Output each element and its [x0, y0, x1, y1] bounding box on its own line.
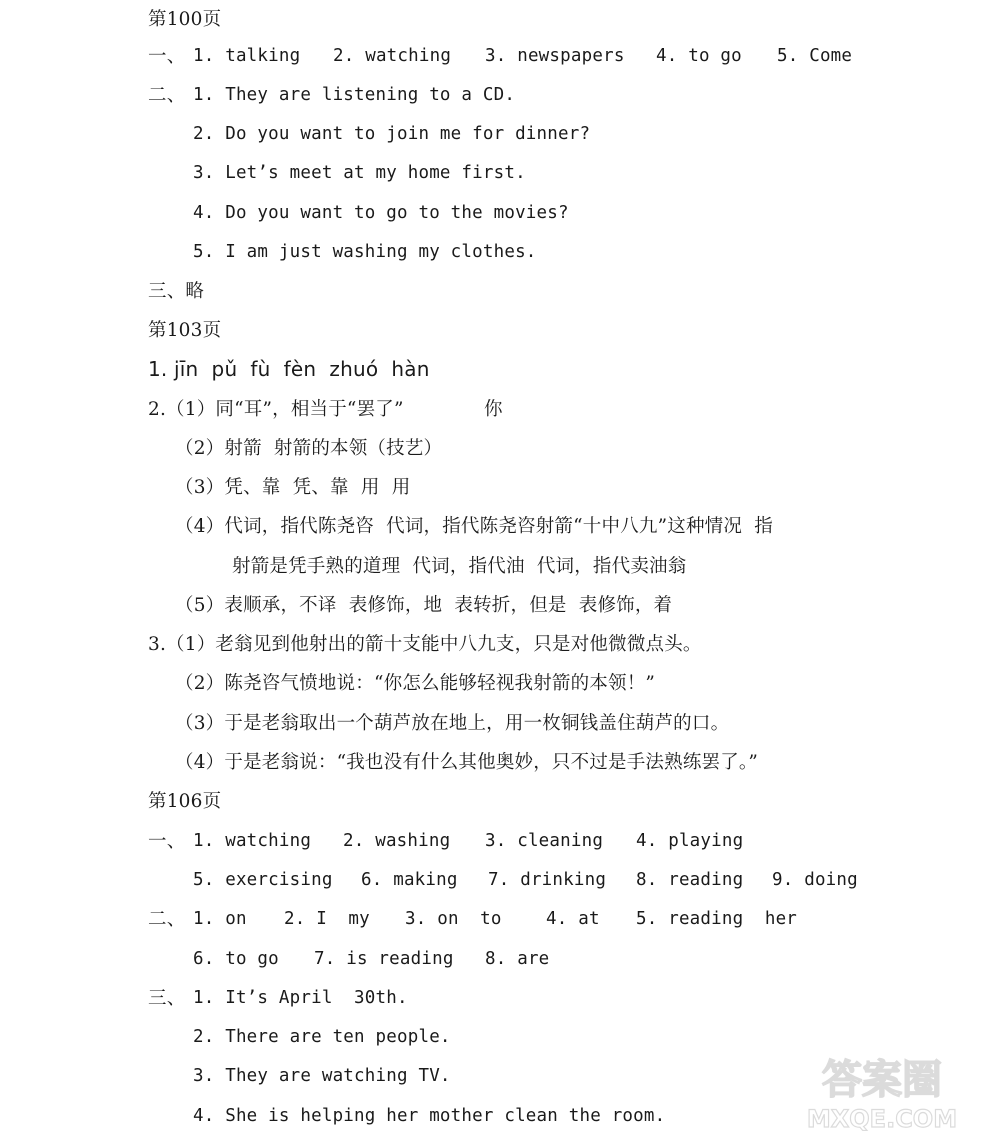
answer-text: 4. playing: [636, 831, 744, 851]
answer-text: （3）于是老翁取出一个葫芦放在地上，用一枚铜钱盖住葫芦的口。: [175, 713, 730, 734]
answer-text: 1. watching: [193, 831, 312, 851]
answer-text: 3. Let’s meet at my home first.: [193, 163, 526, 183]
answer-text: 2. There are ten people.: [193, 1027, 451, 1047]
answer-text: 6. to go: [193, 949, 279, 969]
answer-text: 4. at: [546, 909, 600, 929]
answer-text: 2.（1）同“耳”，相当于“罢了”: [148, 399, 404, 420]
answer-text: 2. Do you want to join me for dinner?: [193, 124, 591, 144]
answer-text: 第106页: [148, 791, 222, 812]
answer-text: 7. is reading: [314, 949, 454, 969]
answer-text: 二、: [148, 85, 186, 106]
answer-text: 6. making: [361, 870, 458, 890]
answer-text: 3. cleaning: [485, 831, 604, 851]
answer-text: 4. She is helping her mother clean the room.: [193, 1106, 666, 1126]
answer-text: 你: [484, 399, 503, 420]
answer-text: 一、: [148, 831, 186, 852]
answer-text: 3. on to: [405, 909, 502, 929]
answer-text: 射箭是凭手熟的道理 代词，指代油 代词，指代卖油翁: [232, 556, 687, 577]
answer-text: 4. Do you want to go to the movies?: [193, 203, 569, 223]
answer-text: （2）射箭 射箭的本领（技艺）: [175, 438, 443, 459]
answer-text: 三、: [148, 988, 186, 1009]
answer-text: （4）代词，指代陈尧咨 代词，指代陈尧咨射箭“十中八九”这种情况 指: [175, 516, 773, 537]
watermark-top-text: 答案圈: [822, 1057, 942, 1103]
answer-text: 5. I am just washing my clothes.: [193, 242, 537, 262]
answer-text: 1. It’s April 30th.: [193, 988, 408, 1008]
answer-text: 8. are: [485, 949, 550, 969]
answer-text: 1. on: [193, 909, 247, 929]
answer-text: 1. jīn pǔ fù fèn zhuó hàn: [148, 357, 430, 381]
answer-text: 3. newspapers: [485, 46, 625, 66]
answer-text: 1. talking: [193, 46, 301, 66]
answer-text: （2）陈尧咨气愤地说：“你怎么能够轻视我射箭的本领！”: [175, 673, 656, 694]
answer-text: （4）于是老翁说：“我也没有什么其他奥妙，只不过是手法熟练罢了。”: [175, 752, 759, 773]
answer-text: 1. They are listening to a CD.: [193, 85, 516, 105]
answer-text: 第103页: [148, 320, 222, 341]
watermark-logo: [782, 1051, 982, 1131]
answer-text: 2. I my: [284, 909, 370, 929]
answer-text: 4. to go: [656, 46, 742, 66]
answer-text: 2. watching: [333, 46, 452, 66]
answer-text: 7. drinking: [488, 870, 607, 890]
answer-text: （3）凭、靠 凭、靠 用 用: [175, 477, 411, 498]
answer-text: （5）表顺承，不译 表修饰，地 表转折，但是 表修饰，着: [175, 595, 673, 616]
answer-text: 9. doing: [772, 870, 858, 890]
answer-text: 3. They are watching TV.: [193, 1066, 451, 1086]
answer-text: 二、: [148, 909, 186, 930]
answer-text: 第100页: [148, 9, 222, 30]
answer-text: 三、略: [148, 281, 205, 302]
answer-text: 5. Come: [777, 46, 853, 66]
answer-text: 3.（1）老翁见到他射出的箭十支能中八九支，只是对他微微点头。: [148, 634, 702, 655]
answer-text: 2. washing: [343, 831, 451, 851]
answer-text: 一、: [148, 46, 186, 67]
answer-text: 5. exercising: [193, 870, 333, 890]
answer-text: 5. reading her: [636, 909, 798, 929]
answer-text: 8. reading: [636, 870, 744, 890]
watermark-bottom-text: MXQE.COM: [806, 1105, 958, 1131]
